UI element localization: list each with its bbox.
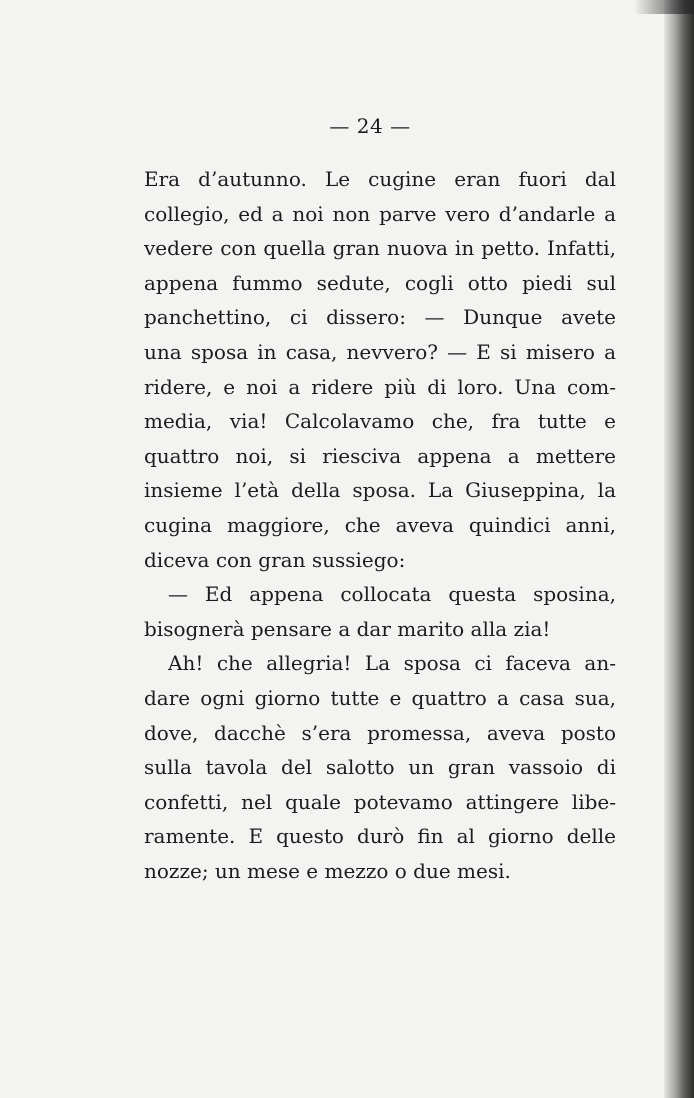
text-line: Ah! che allegria! La sposa ci faceva an-: [168, 651, 616, 676]
text-line: sulla tavola del salotto un gran vassoio di: [144, 755, 616, 780]
text-line: quattro noi, si riesciva appena a mettere: [144, 443, 616, 468]
text-line: nozze; un mese e mezzo o due mesi.: [144, 858, 511, 883]
text-line: collegio, ed a noi non parve vero d’andarle a: [144, 201, 616, 226]
text-line: cugina maggiore, che aveva quindici anni,: [144, 512, 616, 537]
text-line: vedere con quella gran nuova in petto. Infatti,: [144, 236, 616, 261]
text-line: ridere, e noi a ridere più di loro. Una com-: [144, 374, 616, 399]
text-line: diceva con gran sussiego:: [144, 547, 406, 572]
page-corner-shadow: [634, 0, 694, 14]
text-line: dove, dacchè s’era promessa, aveva posto: [144, 720, 616, 745]
text-line: bisognerà pensare a dar marito alla zia!: [144, 616, 551, 641]
text-line: insieme l’età della sposa. La Giuseppina, la: [144, 478, 616, 503]
text-line: confetti, nel quale potevamo attingere libe-: [144, 789, 616, 814]
text-line: media, via! Calcolavamo che, fra tutte e: [144, 409, 616, 434]
body-text: [144, 162, 616, 888]
text-line: appena fummo sedute, cogli otto piedi sul: [144, 270, 616, 295]
text-line: ramente. E questo durò fin al giorno delle: [144, 824, 616, 849]
text-line: Era d’autunno. Le cugine eran fuori dal: [144, 167, 616, 191]
page-edge-shadow: [664, 0, 694, 1098]
text-line: una sposa in casa, nevvero? — E si misero a: [144, 339, 616, 364]
text-line: panchettino, ci dissero: — Dunque avete: [144, 305, 616, 330]
page-number: — 24 —: [329, 114, 411, 138]
text-line: — Ed appena collocata questa sposina,: [168, 582, 616, 607]
text-line: dare ogni giorno tutte e quattro a casa sua,: [144, 685, 616, 710]
